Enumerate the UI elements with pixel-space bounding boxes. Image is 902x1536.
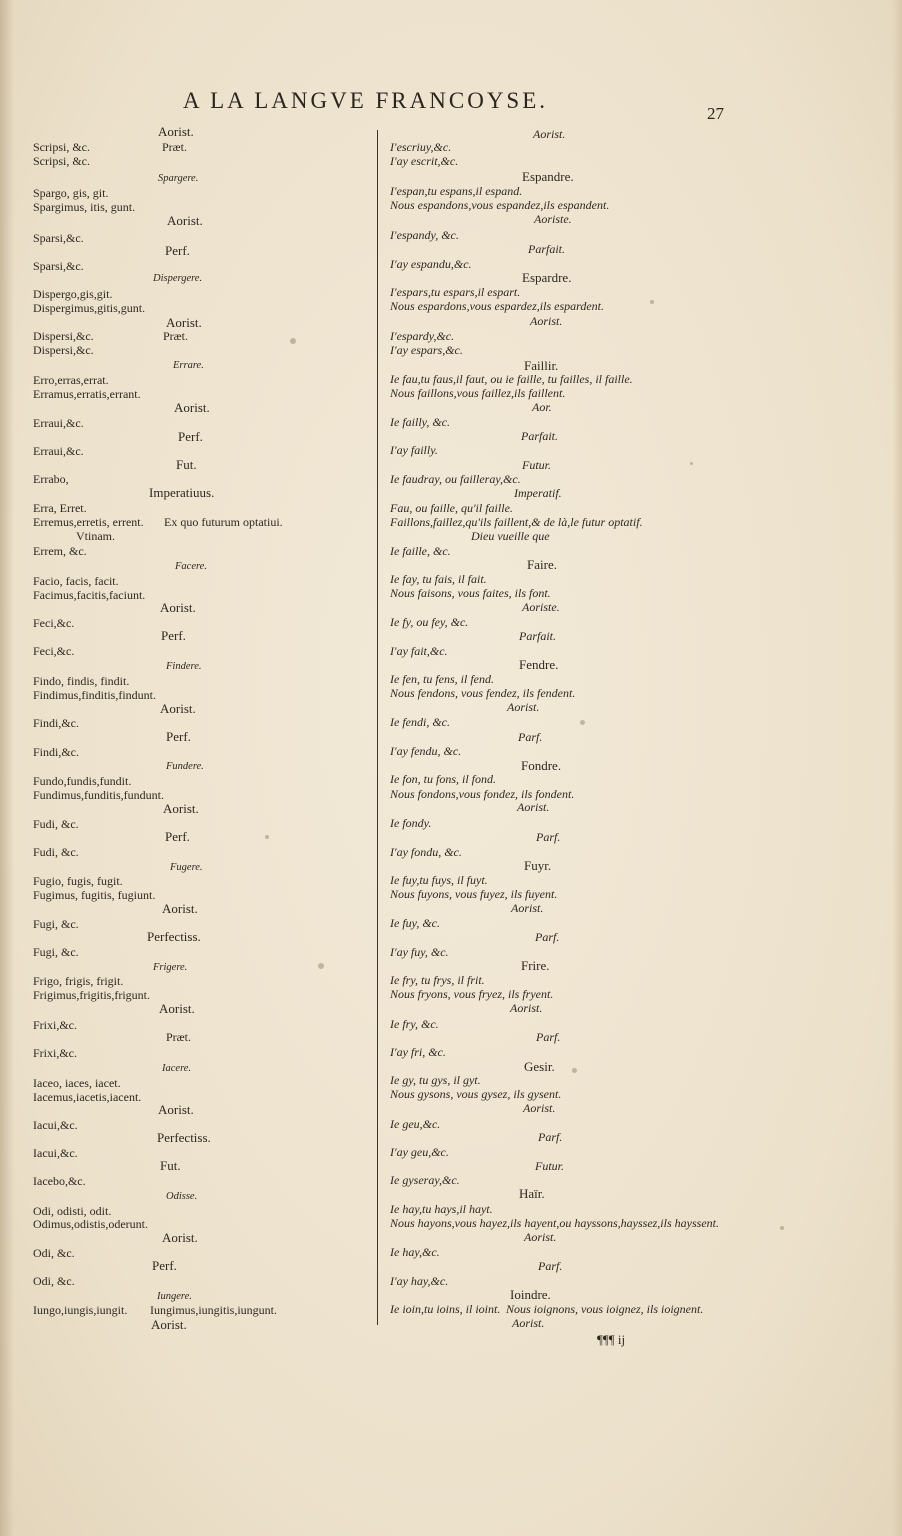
right-line: Nous fuyons, vous fuyez, ils fuyent. — [390, 887, 558, 901]
left-line: Iacemus,iacetis,iacent. — [33, 1090, 142, 1104]
left-line: Imperatiuus. — [149, 485, 215, 500]
foxing-spot — [318, 963, 324, 969]
foxing-spot — [580, 720, 585, 725]
left-line: Findimus,finditis,findunt. — [33, 688, 157, 702]
left-line: Iacui,&c. — [33, 1118, 78, 1132]
left-line: Sparsi,&c. — [33, 231, 84, 245]
left-line: Perfectiss. — [147, 929, 201, 944]
right-line: Ie fen, tu fens, il fend. — [390, 672, 494, 686]
right-line: Aoriste. — [522, 600, 560, 614]
left-line: Frixi,&c. — [33, 1046, 77, 1060]
left-line: Errem, &c. — [33, 544, 87, 558]
right-line: Futur. — [522, 458, 552, 472]
left-line: Fut. — [160, 1158, 181, 1173]
left-line: Erra, Erret. — [33, 501, 87, 515]
foxing-spot — [572, 1068, 577, 1073]
left-line: Perf. — [152, 1258, 177, 1273]
left-line: Facio, facis, facit. — [33, 574, 119, 588]
right-line: Nous ioignons, vous ioignez, ils ioignent. — [506, 1302, 704, 1316]
left-line: Fugere. — [170, 862, 203, 873]
left-line: Odimus,odistis,oderunt. — [33, 1217, 149, 1231]
foxing-spot — [690, 462, 693, 465]
right-line: Fau, ou faille, qu'il faille. — [390, 501, 513, 515]
left-line: Dispergimus,gitis,gunt. — [33, 301, 146, 315]
left-line: Iungo,iungis,iungit. — [33, 1303, 128, 1317]
left-line: Fundimus,funditis,fundunt. — [33, 788, 165, 802]
right-line: Nous hayons,vous hayez,ils hayent,ou hayssons,hayssez,ils hayssent. — [390, 1216, 719, 1230]
left-line: Aorist. — [174, 400, 210, 415]
left-line: Odisse. — [166, 1191, 198, 1202]
left-line: Perfectiss. — [157, 1130, 211, 1145]
left-line: Aorist. — [151, 1317, 187, 1332]
right-line: Nous espandons,vous espandez,ils espandent. — [390, 198, 610, 212]
left-line: Præt. — [166, 1030, 192, 1044]
right-line: Parf. — [535, 930, 560, 944]
left-line: Facere. — [175, 561, 207, 572]
signature-mark: ¶¶¶ ij — [597, 1332, 626, 1347]
right-line: Nous espardons,vous espardez,ils espardent. — [390, 299, 604, 313]
right-line: I'espars,tu espars,il espart. — [390, 285, 521, 299]
right-line: Aorist. — [511, 901, 544, 915]
left-line: Frigimus,frigitis,frigunt. — [33, 988, 150, 1002]
foxing-spot — [290, 338, 296, 344]
left-line: Scripsi, &c. — [33, 154, 90, 168]
right-line: I'espandy, &c. — [390, 228, 459, 242]
left-line: Findi,&c. — [33, 716, 80, 730]
left-line: Aorist. — [162, 1230, 198, 1245]
right-line: Ie fon, tu fons, il fond. — [390, 772, 496, 786]
left-line: Facimus,facitis,faciunt. — [33, 588, 146, 602]
right-line: Ie fuy,tu fuys, il fuyt. — [390, 873, 488, 887]
left-line: Frigo, frigis, frigit. — [33, 974, 124, 988]
left-line: Erramus,erratis,errant. — [33, 387, 141, 401]
page-edge — [892, 0, 902, 1536]
right-line: Ie gyseray,&c. — [390, 1173, 460, 1187]
right-line: Frire. — [521, 958, 550, 973]
left-line: Feci,&c. — [33, 644, 75, 658]
left-line: Erro,erras,errat. — [33, 373, 109, 387]
left-line: Aorist. — [160, 600, 196, 615]
left-line: Fugi, &c. — [33, 945, 79, 959]
foxing-spot — [650, 300, 654, 304]
left-line: Findi,&c. — [33, 745, 80, 759]
page-number: 27 — [707, 104, 724, 123]
right-line: Ie faudray, ou failleray,&c. — [390, 472, 521, 486]
right-line: Aorist. — [523, 1101, 556, 1115]
left-line: Iacui,&c. — [33, 1146, 78, 1160]
right-line: Espandre. — [522, 169, 574, 184]
right-line: Aorist. — [517, 800, 550, 814]
right-line: Imperatif. — [514, 486, 562, 500]
right-line: Aorist. — [510, 1001, 543, 1015]
right-line: Ie ioin,tu ioins, il ioint. — [390, 1302, 501, 1316]
column-rule — [377, 130, 378, 1325]
right-line: I'espardy,&c. — [390, 329, 455, 343]
right-line: Ie hay,&c. — [390, 1245, 440, 1259]
left-line: Dispergo,gis,git. — [33, 287, 113, 301]
left-line: Iacebo,&c. — [33, 1174, 86, 1188]
right-line: I'ay espandu,&c. — [390, 257, 472, 271]
left-line: Aorist. — [167, 213, 203, 228]
right-line: Dieu vueille que — [471, 529, 550, 543]
right-line: Ioindre. — [510, 1287, 551, 1302]
left-line: Aorist. — [166, 315, 202, 330]
right-line: Parfait. — [519, 629, 557, 643]
right-line: Aorist. — [524, 1230, 557, 1244]
left-line: Dispersi,&c. — [33, 329, 94, 343]
right-line: I'espan,tu espans,il espand. — [390, 184, 523, 198]
running-head: A LA LANGVE FRANCOYSE. — [183, 88, 549, 113]
right-line: Faire. — [527, 557, 557, 572]
left-line: Errabo, — [33, 472, 69, 486]
right-line: Ie fay, tu fais, il fait. — [390, 572, 487, 586]
right-line: Ie fry, &c. — [390, 1017, 439, 1031]
right-line: Aorist. — [507, 700, 540, 714]
right-line: Ie fendi, &c. — [390, 715, 450, 729]
left-line: Feci,&c. — [33, 616, 75, 630]
right-line: I'escriuy,&c. — [390, 140, 452, 154]
left-line: Fundo,fundis,fundit. — [33, 774, 132, 788]
right-line: Parf. — [536, 830, 561, 844]
left-line: Odi, odisti, odit. — [33, 1204, 112, 1218]
left-line: Perf. — [178, 429, 203, 444]
right-line: I'ay fri, &c. — [390, 1045, 446, 1059]
right-line: Ie geu,&c. — [390, 1117, 441, 1131]
left-line: Perf. — [165, 243, 190, 258]
left-line: Fugimus, fugitis, fugiunt. — [33, 888, 156, 902]
right-line: Fuyr. — [524, 858, 552, 873]
foxing-spot — [265, 835, 269, 839]
left-line: Fudi, &c. — [33, 845, 79, 859]
left-line: Fugi, &c. — [33, 917, 79, 931]
left-line: Scripsi, &c. — [33, 140, 90, 154]
left-line: Aorist. — [159, 1001, 195, 1016]
left-line: Dispersi,&c. — [33, 343, 94, 357]
right-line: I'ay geu,&c. — [390, 1145, 449, 1159]
right-line: Parf. — [518, 730, 543, 744]
right-line: Nous fryons, vous fryez, ils fryent. — [390, 987, 554, 1001]
right-line: Nous fondons,vous fondez, ils fondent. — [390, 787, 575, 801]
right-line: I'ay espars,&c. — [390, 343, 463, 357]
left-line: Findere. — [166, 661, 202, 672]
right-line: Nous gysons, vous gysez, ils gysent. — [390, 1087, 562, 1101]
left-line: Fundere. — [166, 761, 204, 772]
right-line: Futur. — [535, 1159, 565, 1173]
right-line: Parfait. — [521, 429, 559, 443]
left-line: Errare. — [173, 360, 204, 371]
left-line: Erremus,erretis, errent. — [33, 515, 144, 529]
right-line: Aorist. — [530, 314, 563, 328]
right-line: Faillir. — [524, 358, 559, 373]
right-line: Parfait. — [528, 242, 566, 256]
left-line: Findo, findis, findit. — [33, 674, 130, 688]
left-line: Fudi, &c. — [33, 817, 79, 831]
left-line: Aorist. — [158, 1102, 194, 1117]
right-line: Parf. — [536, 1030, 561, 1044]
right-line: Ie faille, &c. — [390, 544, 451, 558]
right-line: Fondre. — [521, 758, 562, 773]
left-line: Spargimus, itis, gunt. — [33, 200, 136, 214]
right-line: I'ay fait,&c. — [390, 644, 448, 658]
left-line: Odi, &c. — [33, 1246, 75, 1260]
left-line: Aorist. — [162, 901, 198, 916]
left-line: Dispergere. — [153, 273, 203, 284]
left-line: Aorist. — [160, 701, 196, 716]
left-line: Aorist. — [163, 801, 199, 816]
right-line: Nous faillons,vous faillez,ils faillent. — [390, 386, 566, 400]
right-line: Fendre. — [519, 657, 559, 672]
right-line: Parf. — [538, 1259, 563, 1273]
left-line: Iungere. — [157, 1291, 192, 1302]
left-line: Iacere. — [162, 1063, 192, 1074]
right-line: Ie hay,tu hays,il hayt. — [390, 1202, 493, 1216]
left-line: Fugio, fugis, fugit. — [33, 874, 123, 888]
right-line: Nous fendons, vous fendez, ils fendent. — [390, 686, 576, 700]
right-line: Gesir. — [524, 1059, 555, 1074]
right-line: I'ay fuy, &c. — [390, 945, 449, 959]
left-line: Perf. — [161, 628, 186, 643]
right-line: Aoriste. — [534, 212, 572, 226]
right-line: Aorist. — [512, 1316, 545, 1330]
left-line: Præt. — [162, 140, 188, 154]
left-line: Erraui,&c. — [33, 444, 84, 458]
foxing-spot — [780, 1226, 784, 1230]
left-line: Frigere. — [153, 962, 188, 973]
left-line: Aorist. — [158, 124, 194, 139]
right-line: Ie fuy, &c. — [390, 916, 440, 930]
left-line: Fut. — [176, 457, 197, 472]
right-line: Ie fau,tu faus,il faut, ou ie faille, tu failles, il faille. — [390, 372, 633, 386]
right-line: Ie fondy. — [390, 816, 432, 830]
right-line: Parf. — [538, 1130, 563, 1144]
right-line: Espardre. — [522, 270, 572, 285]
left-line: Iungimus,iungitis,iungunt. — [150, 1303, 278, 1317]
left-line: Sparsi,&c. — [33, 259, 84, 273]
left-line: Erraui,&c. — [33, 416, 84, 430]
right-line: Ie gy, tu gys, il gyt. — [390, 1073, 481, 1087]
right-line: I'ay failly. — [390, 443, 438, 457]
right-line: I'ay escrit,&c. — [390, 154, 459, 168]
left-line: Præt. — [163, 329, 189, 343]
right-line: Ie fy, ou fey, &c. — [390, 615, 469, 629]
right-line: I'ay hay,&c. — [390, 1274, 449, 1288]
left-line: Frixi,&c. — [33, 1018, 77, 1032]
left-line: Vtinam. — [76, 529, 115, 543]
left-line: Perf. — [166, 729, 191, 744]
right-line: I'ay fondu, &c. — [390, 845, 462, 859]
left-line: Odi, &c. — [33, 1274, 75, 1288]
page-gutter-shadow — [0, 0, 14, 1536]
right-line: Ie fry, tu frys, il frit. — [390, 973, 485, 987]
right-line: Haïr. — [519, 1186, 545, 1201]
right-line: Aorist. — [533, 127, 566, 141]
right-line: Nous faisons, vous faites, ils font. — [390, 586, 551, 600]
right-line: Aor. — [532, 400, 552, 414]
left-line: Spargo, gis, git. — [33, 186, 109, 200]
left-line: Spargere. — [158, 173, 199, 184]
left-line: Ex quo futurum optatiui. — [164, 515, 283, 529]
right-line: Faillons,faillez,qu'ils faillent,& de là,le futur optatif. — [390, 515, 643, 529]
right-line: Ie failly, &c. — [390, 415, 450, 429]
left-line: Perf. — [165, 829, 190, 844]
right-line: I'ay fendu, &c. — [390, 744, 462, 758]
left-line: Iaceo, iaces, iacet. — [33, 1076, 121, 1090]
